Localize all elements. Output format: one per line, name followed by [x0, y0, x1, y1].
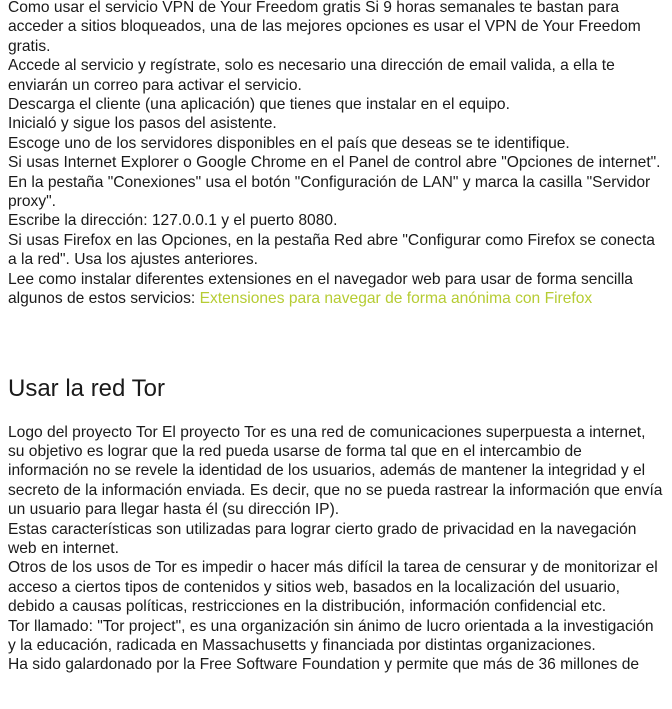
- paragraph: Si usas Internet Explorer o Google Chrome en el Panel de control abre "Opciones de internet".: [8, 154, 661, 172]
- paragraph: Estas características son utilizadas para lograr cierto grado de privacidad en la navegación web en internet.: [8, 520, 637, 557]
- extensions-paragraph: [8, 270, 664, 309]
- paragraph: Descarga el cliente (una aplicación) que tienes que instalar en el equipo.: [8, 96, 510, 114]
- paragraph: Ha sido galardonado por la Free Software Foundation y permite que más de 36 millones de: [8, 656, 640, 674]
- paragraph: Accede al servicio y regístrate, solo es necesario una dirección de email valida, a ella te enviarán un correo para activar el servicio.: [8, 57, 615, 94]
- paragraph: Escribe la dirección: 127.0.0.1 y el puerto 8080.: [8, 212, 338, 230]
- section-spacer: [8, 309, 664, 375]
- paragraph: Inicialó y sigue los pasos del asistente.: [8, 115, 277, 133]
- extensions-firefox-link[interactable]: Extensiones para navegar de forma anónima con Firefox: [199, 290, 593, 308]
- paragraph: Escoge uno de los servidores disponibles en el país que deseas se te identifique.: [8, 134, 570, 152]
- paragraph: Tor llamado: "Tor project", es una organización sin ánimo de lucro orientada a la investigación y la educación, radicada en Massachusetts y financiada por distintas organizaciones.: [8, 617, 654, 654]
- extensions-text: Lee como instalar diferentes extensiones en el navegador web para usar de forma sencilla algunos de estos servicios:: [8, 270, 633, 308]
- article-body: [8, 0, 664, 675]
- paragraph: En la pestaña "Conexiones" usa el botón "Configuración de LAN" y marca la casilla "Servidor proxy".: [8, 173, 651, 211]
- paragraph: Si usas Firefox en las Opciones, en la pestaña Red abre "Configurar como Firefox se conecta a la red". Usa los ajustes anteriores.: [8, 231, 655, 269]
- paragraph: Como usar el servicio VPN de Your Freedom gratis Si 9 horas semanales te bastan para acceder a sitios bloqueados, una de las mejores opciones es usar el VPN de Your Freedom gratis.: [8, 0, 641, 55]
- paragraph: Logo del proyecto Tor El proyecto Tor es una red de comunicaciones superpuesta a internet, su objetivo es lograr que la red pueda usarse de forma tal que en el intercambio de información no se revele la identidad de los usuarios, además de mantener la integridad y el secreto de la información enviada. Es decir, que no se pueda rastrear la información que envía un usuario para llegar hasta él (su dirección IP).: [8, 423, 663, 519]
- section-heading-tor: Usar la red Tor: [8, 374, 165, 402]
- paragraph: Otros de los usos de Tor es impedir o hacer más difícil la tarea de censurar y de monitorizar el acceso a ciertos tipos de contenidos y sitios web, basados en la localización del usuario, debido a causas políticas, restricciones en la distribución, información confidencial etc.: [8, 559, 658, 616]
